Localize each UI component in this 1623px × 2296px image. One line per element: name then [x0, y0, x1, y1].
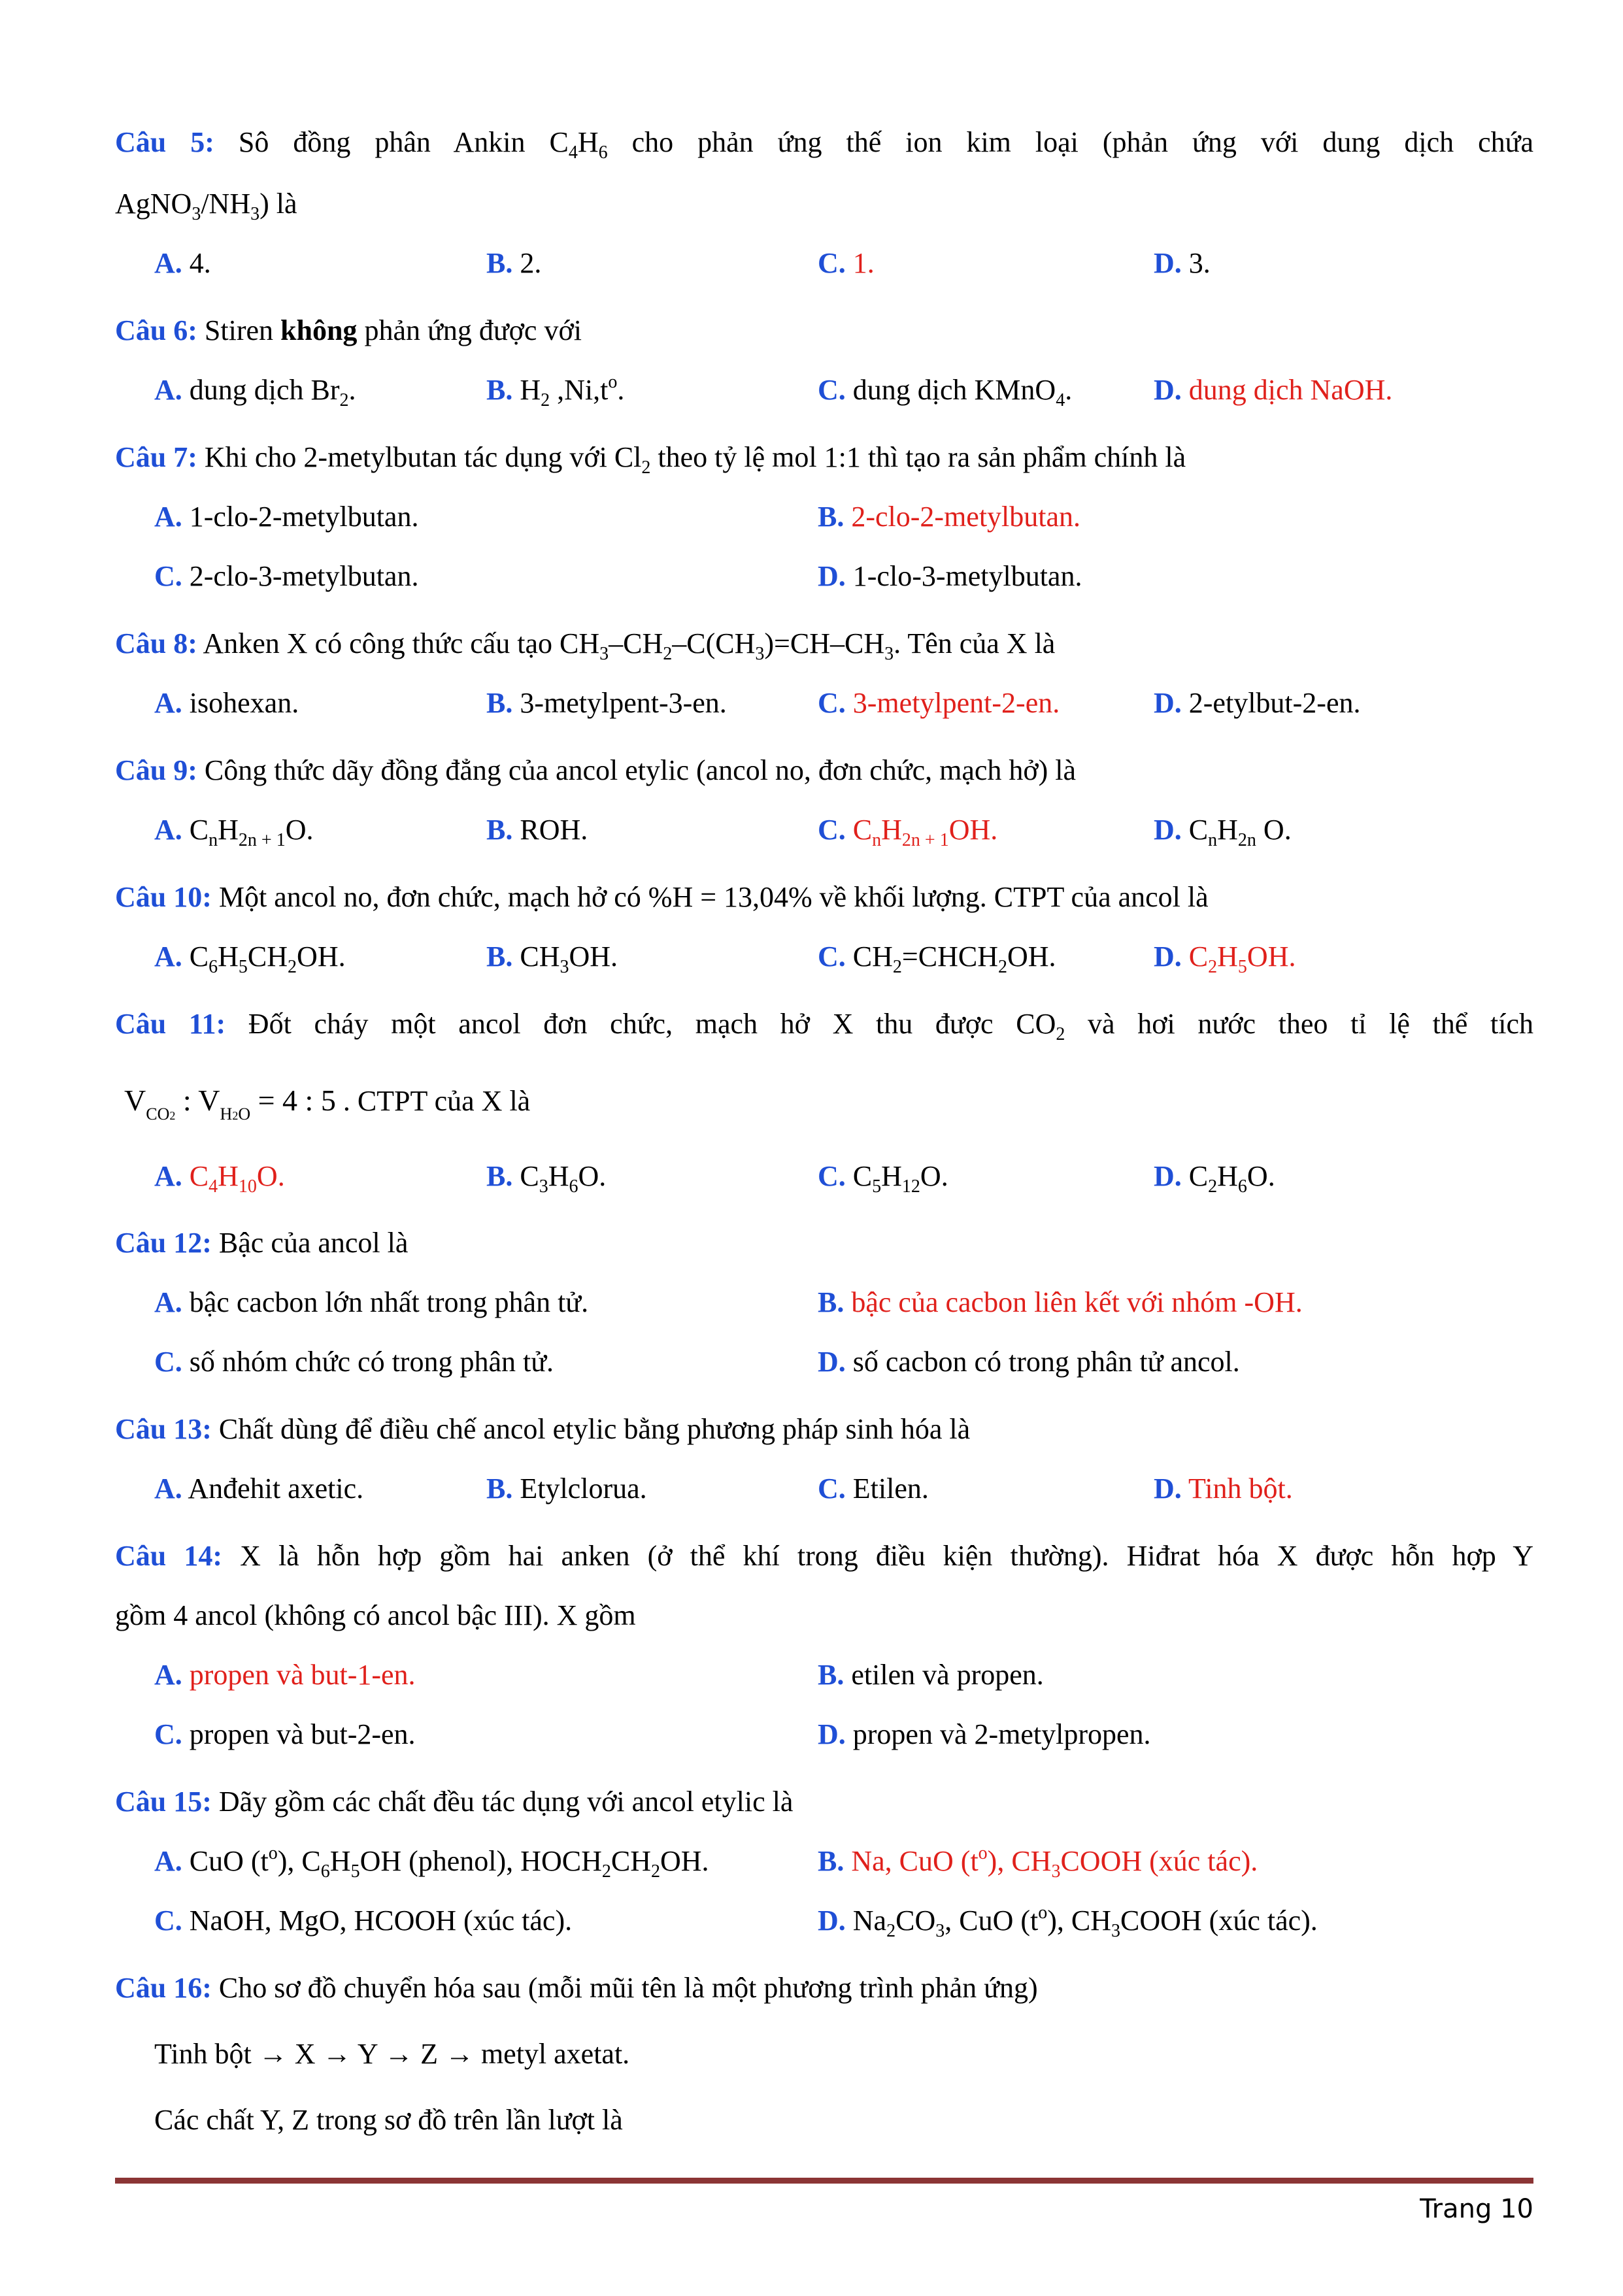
q5-option-d: D. 3.	[1154, 247, 1211, 279]
q12-stem: Câu 12: Bậc của ancol là	[115, 1227, 409, 1259]
q13-option-b: B. Etylclorua.	[486, 1472, 647, 1505]
q7-stem: Câu 7: Khi cho 2-metylbutan tác dụng với $Cl_2$ theo tỷ lệ mol 1:1 thì tạo ra sản phẩm chính là	[115, 441, 1186, 478]
footer-rule	[115, 2178, 1533, 2184]
q16-prompt: Các chất Y, Z trong sơ đồ trên lần lượt là	[154, 2104, 623, 2136]
q15-option-d: D. $Na_2CO_3$, CuO $(t^o)$, $CH_3COOH$ (xúc tác).	[818, 1903, 1318, 1941]
q16-stem: Câu 16: Cho sơ đồ chuyển hóa sau (mỗi mũi tên là một phương trình phản ứng)	[115, 1972, 1038, 2004]
q9-option-a: A. $C_nH_{2n + 1}O$.	[154, 814, 314, 850]
q8-option-a: A. isohexan.	[154, 687, 299, 719]
q14-stem-line2: gồm 4 ancol (không có ancol bậc III). X gồm	[115, 1599, 636, 1631]
q9-option-d: D. $C_nH_{2n}$ O.	[1154, 814, 1292, 850]
q11-option-d: D. $C_2H_6O$.	[1154, 1160, 1275, 1197]
q6-stem: Câu 6: Stiren không phản ứng được với	[115, 314, 582, 346]
q12-option-c: C. số nhóm chức có trong phân tử.	[154, 1346, 554, 1378]
q5-option-b: B. 2.	[486, 247, 542, 279]
q12-option-b: B. bậc của cacbon liên kết với nhóm -OH.	[818, 1286, 1303, 1318]
q15-option-a: A. CuO $(t^o)$, $C_6H_5OH$ (phenol), $HOCH_2CH_2OH$.	[154, 1843, 709, 1882]
q6-option-c: C. dung dịch KMnO$_4$.	[818, 374, 1073, 410]
q13-stem: Câu 13: Chất dùng để điều chế ancol etylic bằng phương pháp sinh hóa là	[115, 1413, 971, 1445]
q5-stem-line2: $AgNO_3/NH_3$) là	[115, 188, 297, 224]
q16-scheme: Tinh bột → X → Y → Z → metyl axetat.	[154, 2038, 630, 2070]
q8-option-c: C. 3-metylpent-2-en.	[818, 687, 1060, 719]
q11-option-a: A. $C_4H_{10}O$.	[154, 1160, 285, 1197]
q9-stem: Câu 9: Công thức dãy đồng đẳng của ancol etylic (ancol no, đơn chức, mạch hở) là	[115, 754, 1077, 786]
q7-option-b: B. 2-clo-2-metylbutan.	[818, 501, 1081, 533]
q6-option-d: D. dung dịch NaOH.	[1154, 374, 1393, 406]
q6-option-a: A. dung dịch $Br_2$.	[154, 374, 356, 410]
q9-option-b: B. ROH.	[486, 814, 588, 846]
q14-option-d: D. propen và 2-metylpropen.	[818, 1718, 1151, 1750]
q7-option-c: C. 2-clo-3-metylbutan.	[154, 560, 419, 592]
q13-option-a: A. Anđehit axetic.	[154, 1472, 364, 1505]
q9-option-c: C. $C_nH_{2n + 1}OH$.	[818, 814, 998, 850]
q7-option-a: A. 1-clo-2-metylbutan.	[154, 501, 419, 533]
q14-option-a: A. propen và but-1-en.	[154, 1659, 416, 1691]
q7-option-d: D. 1-clo-3-metylbutan.	[818, 560, 1082, 592]
q6-option-b: B. $H_2$ $,Ni,t^o$.	[486, 372, 625, 410]
q8-option-d: D. 2-etylbut-2-en.	[1154, 687, 1361, 719]
q14-option-b: B. etilen và propen.	[818, 1659, 1044, 1691]
q14-stem: Câu 14: X là hỗn hợp gồm hai anken (ở thể khí trong điều kiện thường). Hiđrat hóa X được hỗn hợp Y	[115, 1540, 1533, 1572]
q8-stem: Câu 8: Anken X có công thức cấu tạo $CH_3-CH_2-C(CH_3)=CH-CH_3$. Tên của X là	[115, 627, 1056, 664]
page-number: Trang 10	[1420, 2194, 1533, 2224]
q11-ratio-equation: $V_{CO2}$ : $V_{H2O} = 4$ : 5 . CTPT của X là	[124, 1084, 531, 1123]
q5-option-a: A. 4.	[154, 247, 211, 279]
q15-stem: Câu 15: Dãy gồm các chất đều tác dụng với ancol etylic là	[115, 1786, 794, 1818]
q10-option-c: C. $CH_2=CHCH_2OH$.	[818, 940, 1056, 977]
q8-option-b: B. 3-metylpent-3-en.	[486, 687, 727, 719]
q10-option-b: B. $CH_3OH$.	[486, 940, 618, 977]
q12-option-a: A. bậc cacbon lớn nhất trong phân tử.	[154, 1286, 589, 1318]
q15-option-c: C. NaOH, MgO, HCOOH (xúc tác).	[154, 1905, 573, 1937]
q15-option-b: B. Na, CuO $(t^o)$, $CH_3COOH$ (xúc tác).	[818, 1843, 1258, 1882]
q10-option-a: A. $C_6H_5CH_2OH$.	[154, 940, 346, 977]
q13-option-c: C. Etilen.	[818, 1472, 929, 1505]
q12-option-d: D. số cacbon có trong phân tử ancol.	[818, 1346, 1240, 1378]
q11-option-c: C. $C_5H_{12}O$.	[818, 1160, 948, 1197]
q5-option-c: C. 1.	[818, 247, 875, 279]
q5-stem: Câu 5: Sô đồng phân Ankin $C_4H_6$ cho phản ứng thế ion kim loại (phản ứng với dung dịch chứa	[115, 126, 1534, 163]
q10-option-d: D. $C_2H_5OH$.	[1154, 940, 1296, 977]
q14-option-c: C. propen và but-2-en.	[154, 1718, 416, 1750]
q11-option-b: B. $C_3H_6O$.	[486, 1160, 607, 1197]
q10-stem: Câu 10: Một ancol no, đơn chức, mạch hở có %H = 13,04% về khối lượng. CTPT của ancol là	[115, 881, 1209, 913]
q11-stem: Câu 11: Đốt cháy một ancol đơn chức, mạch hở X thu được $CO_2$ và hơi nước theo tỉ lệ thể tích	[115, 1008, 1533, 1044]
q13-option-d: D. Tinh bột.	[1154, 1472, 1293, 1505]
